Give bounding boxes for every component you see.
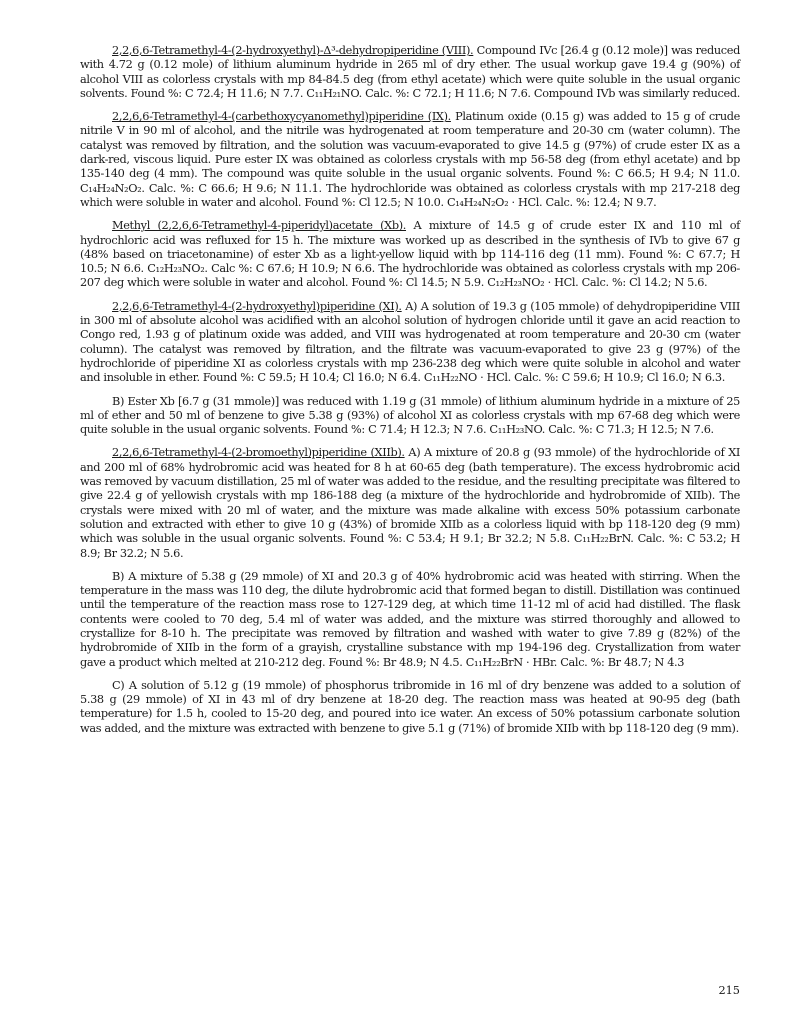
main-text bbox=[80, 44, 740, 745]
paragraph-body: C) A solution of 5.12 g (19 mmole) of phosphorus tribromide in 16 ml of dry benzene was added to a solution of 5.38 g (29 mmole) of XI in 43 ml of dry benzene at 18-20 deg. The reaction mass was heated at 90-95 deg (bath temperature) for 1.5 h, cooled to 15-20 deg, and poured into ice water. An excess of 50% potassium carbonate solution was added, and the mixture was extracted with benzene to give 5.1 g (71%) of bromide XIIb with bp 118-120 deg (9 mm). bbox=[80, 678, 740, 735]
paragraph-compound-xiib-a bbox=[80, 446, 740, 560]
paragraph-body: Compound IVc [26.4 g (0.12 mole)] was reduced with 4.72 g (0.12 mole) of lithium aluminum hydride in 265 ml of dry ether. The usual workup gave 19.4 g (90%) of alcohol VIII as colorless crystals with mp 84-84.5 deg (from ethyl acetate) which were quite soluble in the usual organic solvents. Found %: C 72.4; H 11.6; N 7.7. C₁₁H₂₁NO. Calc. %: C 72.1; H 11.6; N 7.6. Compound IVb was similarly reduced. bbox=[80, 44, 740, 100]
section-heading: 2,2,6,6-Tetramethyl-4-(2-bromoethyl)piperidine (XIIb). bbox=[112, 446, 405, 460]
page-number: 215 bbox=[718, 984, 740, 997]
paragraph-compound-xi-a bbox=[80, 300, 740, 386]
paragraph-compound-xiib-c bbox=[80, 679, 740, 736]
paragraph-body: A) A solution of 19.3 g (105 mmole) of dehydropiperidine VIII in 300 ml of absolute alcohol was acidified with an alcohol solution of hydrogen chloride until it gave an acid reaction to Congo red, 1.93 g of platinum oxide was added, and VIII was hydrogenated at room temperature and 20-30 cm (water column). The catalyst was removed by filtration, and the filtrate was vacuum-evaporated to give 23 g (97%) of the hydrochloride of piperidine XI as colorless crystals with mp 236-238 deg which were quite soluble in alcohol and water and insoluble in ether. Found %: C 59.5; H 10.4; Cl 16.0; N 6.4. C₁₁H₂₂NO · HCl. Calc. %: C 59.6; H 10.9; Cl 16.0; N 6.3. bbox=[80, 299, 740, 385]
paragraph-body: B) A mixture of 5.38 g (29 mmole) of XI and 20.3 g of 40% hydrobromic acid was heated with stirring. When the temperature in the mass was 110 deg, the dilute hydrobromic acid that formed began to distill. Distillation was continued until the temperature of the reaction mass rose to 127-129 deg, at which time 11-12 ml of acid had distilled. The flask contents were cooled to 70 deg, 5.4 ml of water was added, and the mixture was stirred thoroughly and allowed to crystallize for 8-10 h. The precipitate was removed by filtration and washed with water to give 7.89 g (82%) of the hydrobromide of XIIb in the form of a grayish, crystalline substance with mp 194-196 deg. Crystallization from water gave a product which melted at 210-212 deg. Found %: Br 48.9; N 4.5. C₁₁H₂₂BrN · HBr. Calc. %: Br 48.7; N 4.3 bbox=[80, 569, 740, 669]
paragraph-compound-xi-b bbox=[80, 395, 740, 438]
section-heading: 2,2,6,6-Tetramethyl-4-(2-hydroxyethyl)-Δ³-dehydropiperidine (VIII). bbox=[112, 44, 474, 57]
paragraph-body: Platinum oxide (0.15 g) was added to 15 g of crude nitrile V in 90 ml of alcohol, and the nitrile was hydrogenated at room temperature and 20-30 cm (water column). The catalyst was removed by filtration, and the solution was vacuum-evaporated to give 14.5 g (97%) of crude ester IX as a dark-red, viscous liquid. Pure ester IX was obtained as colorless crystals with mp 56-58 deg (from ethyl acetate) and bp 135-140 deg (4 mm). The compound was quite soluble in the usual organic solvents. Found %: C 66.5; H 9.4; N 11.0. C₁₄H₂₄N₂O₂. Calc. %: C 66.6; H 9.6; N 11.1. The hydrochloride was obtained as colorless crystals with mp 217-218 deg which were soluble in water and alcohol. Found %: Cl 12.5; N 10.0. C₁₄H₂₄N₂O₂ · HCl. Calc. %: 12.4; N 9.7. bbox=[80, 110, 740, 209]
paragraph-compound-xb bbox=[80, 219, 740, 290]
paragraph-compound-xiib-b bbox=[80, 570, 740, 670]
section-heading: Methyl (2,2,6,6-Tetramethyl-4-piperidyl)acetate (Xb). bbox=[112, 219, 407, 233]
paragraph-body: A) A mixture of 20.8 g (93 mmole) of the hydrochloride of XI and 200 ml of 68% hydrobromic acid was heated for 8 h at 60-65 deg (bath temperature). The excess hydrobromic acid was removed by vacuum distillation, 25 ml of water was added to the residue, and the resulting precipitate was filtered to give 22.4 g of yellowish crystals with mp 186-188 deg (a mixture of the hydrochloride and hydrobromide of XIIb). The crystals were mixed with 20 ml of water, and the mixture was made alkaline with excess 50% potassium carbonate solution and extracted with ether to give 10 g (43%) of bromide XIIb as a colorless liquid with bp 118-120 deg (9 mm) which was soluble in the usual organic solvents. Found %: C 53.4; H 9.1; Br 32.2; N 5.8. C₁₁H₂₂BrN. Calc. %: C 53.2; H 8.9; Br 32.2; N 5.6. bbox=[80, 446, 741, 560]
paragraph-body: B) Ester Xb [6.7 g (31 mmole)] was reduced with 1.19 g (31 mmole) of lithium aluminum hydride in a mixture of 25 ml of ether and 50 ml of benzene to give 5.38 g (93%) of alcohol XI as colorless crystals with mp 67-68 deg which were quite soluble in the usual organic solvents. Found %: C 71.4; H 12.3; N 7.6. C₁₁H₂₃NO. Calc. %: C 71.3; H 12.5; N 7.6. bbox=[80, 394, 740, 437]
section-heading: 2,2,6,6-Tetramethyl-4-(2-hydroxyethyl)piperidine (XI). bbox=[112, 299, 402, 313]
paragraph-compound-viii bbox=[80, 44, 740, 101]
paragraph-body: A mixture of 14.5 g of crude ester IX and 110 ml of hydrochloric acid was refluxed for 15 h. The mixture was worked up as described in the synthesis of IVb to give 67 g (48% based on triacetonamine) of ester Xb as a light-yellow liquid with bp 114-116 deg (11 mm). Found %: C 67.7; H 10.5; N 6.6. C₁₂H₂₃NO₂. Calc %: C 67.6; H 10.9; N 6.6. The hydrochloride was obtained as colorless crystals with mp 206-207 deg which were soluble in water and alcohol. Found %: Cl 14.5; N 5.9. C₁₂H₂₃NO₂ · HCl. Calc. %: Cl 14.2; N 5.6. bbox=[80, 219, 741, 290]
paragraph-compound-ix bbox=[80, 110, 740, 210]
section-heading: 2,2,6,6-Tetramethyl-4-(carbethoxycyanomethyl)piperidine (IX). bbox=[112, 110, 451, 124]
